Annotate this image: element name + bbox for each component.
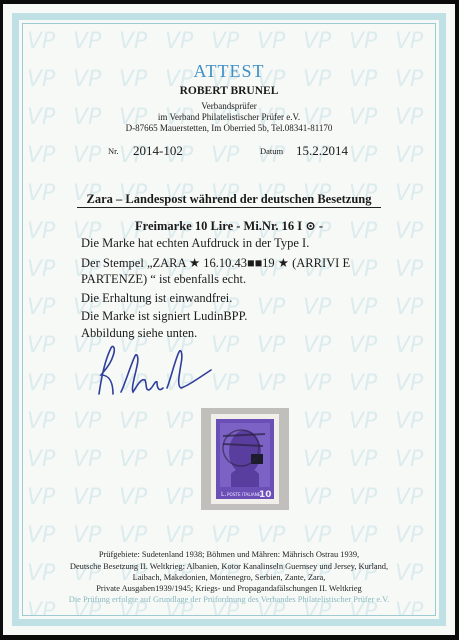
finding-line: PARTENZE) “ ist ebenfalls echt. xyxy=(81,272,247,286)
finding-line: Abbildung siehe unten. xyxy=(81,326,198,340)
topic-underline xyxy=(77,207,381,208)
number-value: 2014-102 xyxy=(133,143,183,158)
footer-line: Private Ausgaben1939/1945; Kriegs- und Propagandafälschungen II. Weltkrieg xyxy=(96,584,362,593)
stamp-image xyxy=(201,408,289,510)
expert-name: ROBERT BRUNEL xyxy=(179,85,279,97)
stamp-value-text: 10 xyxy=(259,490,272,500)
signature xyxy=(91,342,221,402)
certificate-page xyxy=(3,4,455,635)
date-label: Datum xyxy=(260,146,284,156)
finding-line: Die Erhaltung ist einwandfrei. xyxy=(81,291,233,305)
stamp-country-text: POSTE ITALIANE xyxy=(227,492,261,497)
attest-heading: ATTEST xyxy=(193,61,265,81)
number-label: Nr. xyxy=(108,146,119,156)
footer-line: Prüfgebiete: Sudetenland 1938; Böhmen und Mähren: Mährisch Ostrau 1939, xyxy=(98,550,360,559)
finding-line: Der Stempel „ZARA ★ 16.10.43■■19 ★ (ARRIVI E xyxy=(81,256,351,270)
stamp-illustration xyxy=(201,408,289,510)
stamp-description: Freimarke 10 Lire - Mi.Nr. 16 I ⊙ - xyxy=(135,219,323,233)
association: im Verband Philatelistischer Prüfer e.V. xyxy=(157,112,301,122)
finding-line: Die Marke hat echten Aufdruck in der Type I. xyxy=(81,236,310,250)
address: D-87665 Mauerstetten, Im Oberried 5b, Tel.08341-81170 xyxy=(125,123,333,133)
date-value: 15.2.2014 xyxy=(296,143,348,158)
topic-title: Zara – Landespost während der deutschen Besetzung xyxy=(86,192,372,206)
finding-line: Die Marke ist signiert LudinBPP. xyxy=(81,309,248,323)
footer-line: Laibach, Makedonien, Montenegro, Serbien, Zante, Zara, xyxy=(132,573,326,582)
footer-line: Deutsche Besetzung II. Weltkrieg: Albanien, Kotor Kanalinseln Guernsey und Jersey, Kurland, xyxy=(69,562,389,571)
footer-note: Die Prüfung erfolgte auf Grundlage der Prüfordnung des Verbandes Philatelistischer Prüfer e.V. xyxy=(68,595,390,604)
expert-title: Verbandsprüfer xyxy=(201,101,257,111)
stamp-lire-text: L. xyxy=(221,491,227,498)
